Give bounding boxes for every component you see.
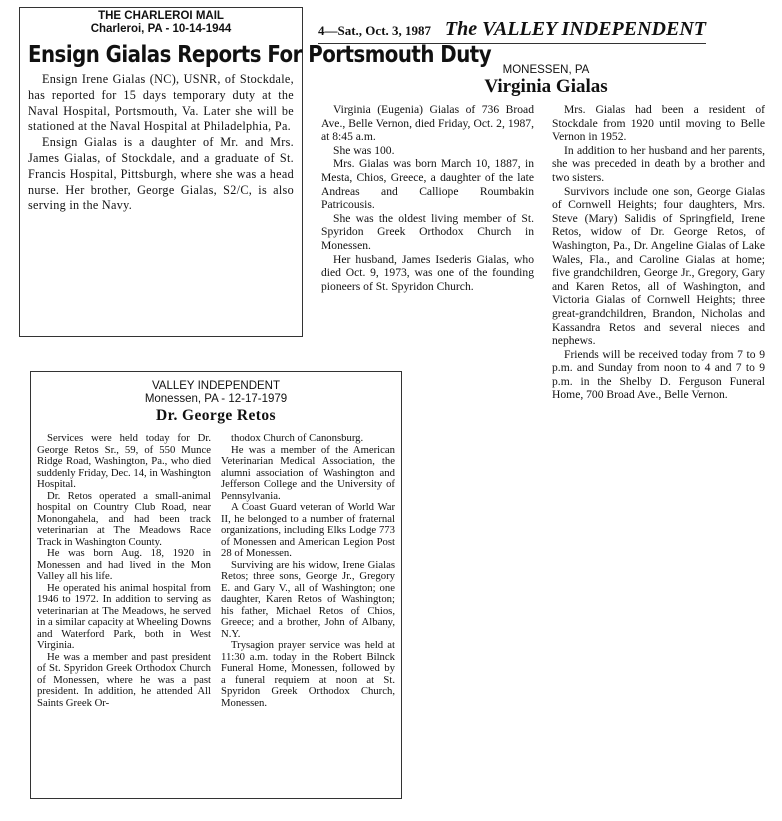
clipping-george-retos: [30, 371, 402, 799]
paragraph: He was born Aug. 18, 1920 in Monessen and had lived in the Mon Valley all his life.: [37, 547, 211, 582]
paragraph: Ensign Gialas is a daughter of Mr. and Mrs. James Gialas, of Stockdale, and a graduate of St. Francis Hospital, Pittsburgh, where she was a head nurse. Her brother, George Gialas, S2/C, is also serving in the Navy.: [28, 135, 294, 213]
paragraph: He was a member of the American Veterinarian Medical Association, the alumni association of Washington and Jefferson College and the University of Pennsylvania.: [221, 443, 395, 502]
masthead: [318, 18, 706, 44]
paragraph: Virginia (Eugenia) Gialas of 736 Broad Ave., Belle Vernon, died Friday, Oct. 2, 1987, at 8:45 a.m.: [321, 103, 534, 144]
paragraph: Ensign Irene Gialas (NC), USNR, of Stockdale, has reported for 15 days temporary duty at the Naval Hospital, Portsmouth, Va. Later she will be stationed at the Naval Hospital at Philadelphia, Pa.: [28, 72, 294, 134]
location: MONESSEN, PA: [502, 64, 590, 76]
paper-name: The VALLEY INDEPENDENT: [444, 18, 706, 40]
column-right: [221, 433, 395, 709]
paragraph: She was the oldest living member of St. Spyridon Greek Orthodox Church in Monessen.: [321, 211, 534, 252]
column-left: [37, 433, 211, 709]
paragraph: Her husband, James Isederis Gialas, who died Oct. 9, 1973, was one of the founding pioneers of St. Spyridon Church.: [321, 252, 534, 293]
headline: Ensign Gialas Reports For Portsmouth Duty: [28, 42, 492, 68]
column-left: [321, 103, 534, 402]
paragraph: Mrs. Gialas was born March 10, 1887, in Mesta, Chios, Greece, a daughter of the late Andreas and Calliope Roumbakin Patricousis.: [321, 157, 534, 212]
paragraph: Surviving are his widow, Irene Gialas Retos; three sons, George Jr., Gregory E. and Gary V., all of Washington; one daughter, Karen Retos of Washington; his father, Michael Retos of Chios, Greece; and a brother, John of Albany, N.Y.: [221, 558, 395, 640]
column-right: [552, 103, 765, 402]
source-paper: VALLEY INDEPENDENT: [151, 380, 281, 392]
paragraph: Survivors include one son, George Gialas of Cornwell Heights; four daughters, Mrs. Steve (Mary) Salidis of Springfield, Irene Retos, widow of Dr. George Retos, of Washington, Pa., Dr. Angeline Gialas of Lake Wales, Fla., and Caroline Gialas at home; five grandchildren, George Jr., Gregory, Gary and Karen Retos, all of Washington, and Victoria Gialas of Cornwell Heights; three great-grandchildren, Brandon, Nicholas and Kassandra Retos and several nieces and nephews.: [552, 184, 765, 348]
paragraph: thodox Church of Canonsburg.: [231, 432, 364, 444]
paragraph: A Coast Guard veteran of World War II, he belonged to a number of fraternal organizations, including Elks Lodge 773 of Monessen and American Legion Post 28 of Monessen.: [221, 501, 395, 559]
paragraph: She was 100.: [333, 143, 395, 157]
paragraph: Trysagion prayer service was held at 11:30 a.m. today in the Robert Bilnck Funeral Home, Monessen, followed by a funeral requiem at noon at St. Spyridon Greek Orthodox Church, Monessen.: [221, 639, 395, 709]
headline: Dr. George Retos: [156, 407, 276, 424]
page-dateline: 4—Sat., Oct. 3, 1987: [318, 23, 432, 38]
paragraph: He was a member and past president of St. Spyridon Greek Orthodox Church of Monessen, where he was a past president. In addition, he attended All Saints Greek Or-: [37, 650, 211, 709]
paragraph: He operated his animal hospital from 1946 to 1972. In addition to serving as veterinarian at The Meadows, he served in a similar capacity at Wheeling Downs and Waterford Park, both in West Virginia.: [37, 581, 211, 651]
source-dateline: Charleroi, PA - 10-14-1944: [90, 23, 232, 35]
paragraph: In addition to her husband and her parents, she was preceded in death by a brother and two sisters.: [552, 143, 765, 184]
paragraph: Services were held today for Dr. George Retos Sr., 59, of 550 Munce Ridge Road, Washington, Pa., who died suddenly Friday, Dec. 14, in Washington Hospital.: [37, 432, 211, 490]
source-paper: THE CHARLEROI MAIL: [98, 10, 224, 22]
paragraph: Mrs. Gialas had been a resident of Stockdale from 1920 until moving to Belle Vernon in 1952.: [552, 103, 765, 144]
paragraph: Friends will be received today from 7 to 9 p.m. and Sunday from noon to 4 and 7 to 9 p.m. in the Shelby D. Ferguson Funeral Home, 700 Broad Ave., Belle Vernon.: [552, 347, 765, 402]
headline: Virginia Gialas: [484, 76, 608, 97]
paragraph: Dr. Retos operated a small-animal hospital on Country Club Road, near Monongahela, and had been track veterinarian at The Meadows Race Track in Washington County.: [37, 489, 211, 548]
source-dateline: Monessen, PA - 12-17-1979: [144, 392, 288, 405]
